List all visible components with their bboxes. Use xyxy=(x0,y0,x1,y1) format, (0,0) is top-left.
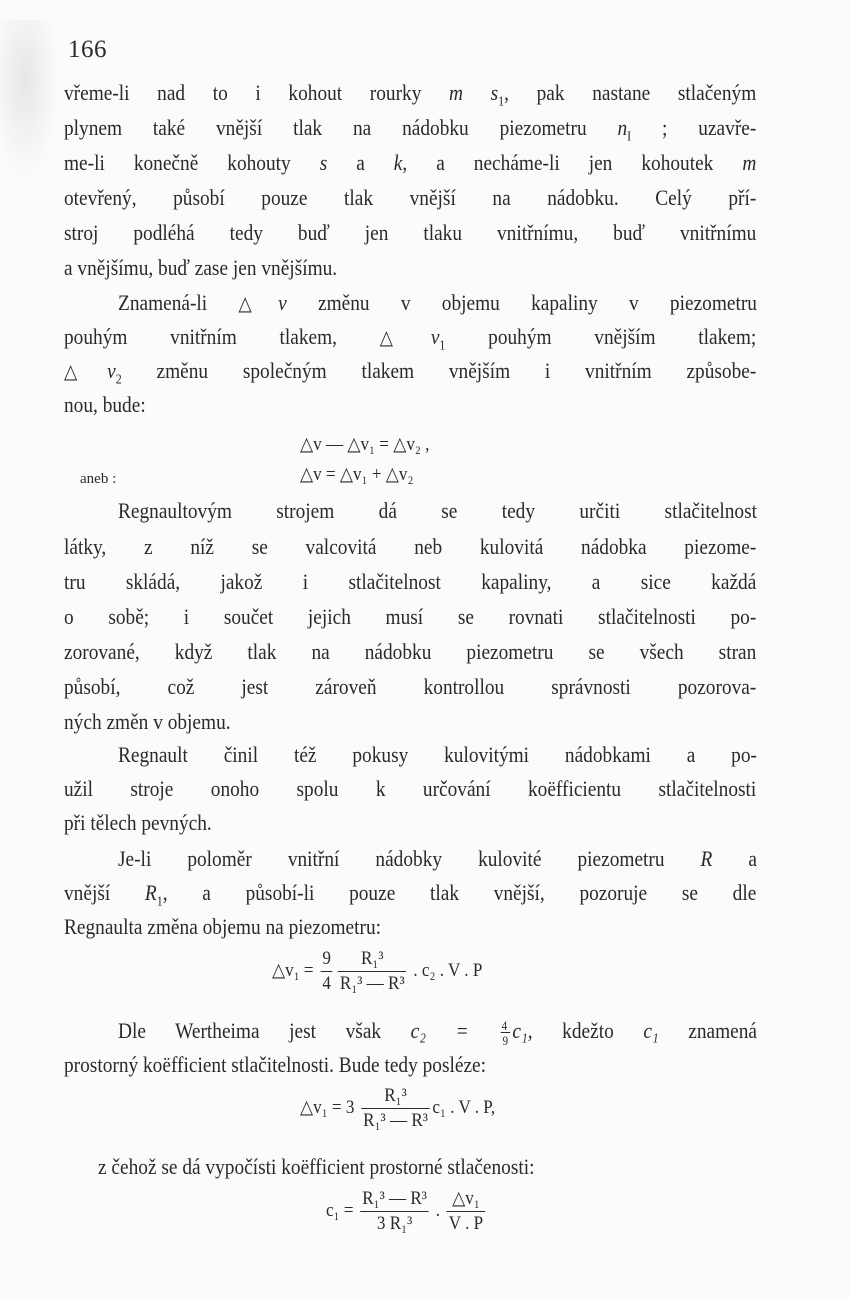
text-line: stroj podléhá tedy buď jen tlaku vnitřnímu, buď vnitřnímu xyxy=(64,220,757,245)
fraction: $\frac{\text{R₁³}}{\text{R₁³ — R³}}$ xyxy=(339,948,405,994)
text-line: zorované, když tlak na nádobku piezometru se všech stran xyxy=(64,639,757,664)
fraction: $\frac{\text{R₁³}}{\text{R₁³ — R³}}$ xyxy=(363,1085,428,1131)
text-line: při tělech pevných. xyxy=(64,810,212,835)
text-line: Regnault činil též pokusy kulovitými nádobkami a po- xyxy=(118,742,757,767)
equation: △v₁ = 3 $\frac{\text{R₁³}}{\text{R₁³ — R³}}$ c₁ . V . P, xyxy=(300,1085,496,1131)
fraction: $\frac{4}{9}$ xyxy=(501,1017,509,1048)
text-line: užil stroje onoho spolu k určování koëfficientu stlačitelnosti xyxy=(64,776,757,801)
fraction: $\frac{\text{R₁³ — R³}}{\text{3 R₁³}}$ xyxy=(362,1188,427,1234)
paper-stain xyxy=(0,20,60,180)
text-line: Regnaulta změna objemu na piezometru: xyxy=(64,914,382,939)
text-line: z čehož se dá vypočísti koëfficient prostorné stlačenosti: xyxy=(98,1154,535,1179)
text-line: me-li konečně kohouty s a k, a necháme-li jen kohoutek m xyxy=(64,150,757,175)
text-line: vřeme-li nad to i kohout rourky m $s_1$, pak nastane stlačeným xyxy=(64,80,757,110)
text-line: $\triangle v_2$ změnu společným tlakem vnějším i vnitřním způsobe- xyxy=(64,358,757,388)
fraction: $\frac{\text{△v₁}}{V . P}$ xyxy=(448,1188,484,1234)
text-line: Dle Wertheima jest však c₂ = $\frac{4}{9}$ c₁, kdežto c₁ znamená xyxy=(118,1017,758,1048)
equation: △v₁ = $\frac{9}{4}$ $\frac{\text{R₁³}}{\text{R₁³ — R³}}$ . c₂ . V . P xyxy=(272,948,483,994)
text-line: látky, z níž se valcovitá neb kulovitá nádobka piezome- xyxy=(64,534,757,559)
text-line: o sobě; i součet jejich musí se rovnati stlačitelnosti po- xyxy=(64,604,757,629)
text-line: otevřený, působí pouze tlak vnější na nádobku. Celý pří- xyxy=(64,185,757,210)
delta-icon: △ xyxy=(238,291,279,315)
equation: △v = △v₁ + △v₂ xyxy=(300,464,414,485)
text-line: prostorný koëfficient stlačitelnosti. Bude tedy posléze: xyxy=(64,1052,487,1077)
text-line: Je-li poloměr vnitřní nádobky kulovité piezometru R a xyxy=(118,846,757,871)
text-line: Znamená-li △v změnu v objemu kapaliny v piezometru xyxy=(118,290,757,315)
text-line: působí, což jest zároveň kontrollou správnosti pozorova- xyxy=(64,674,757,699)
text-line: a vnějšímu, buď zase jen vnějšímu. xyxy=(64,255,338,280)
delta-icon: △ xyxy=(379,325,431,349)
text-line: plynem také vnější tlak na nádobku piezometru $n_I$ ; uzavře- xyxy=(64,115,757,145)
text-line: ných změn v objemu. xyxy=(64,709,231,734)
text-line: nou, bude: xyxy=(64,392,146,417)
text-line: tru skládá, jakož i stlačitelnost kapaliny, a sice každá xyxy=(64,569,757,594)
equation: △v — △v₁ = △v₂ , xyxy=(300,434,430,455)
text-line: vnější $R_1$, a působí-li pouze tlak vnější, pozoruje se dle xyxy=(64,880,757,910)
text-line: pouhým vnitřním tlakem, $\triangle v_1$ pouhým vnějším tlakem; xyxy=(64,324,757,354)
delta-icon: △ xyxy=(64,359,108,383)
equation: c₁ = $\frac{\text{R₁³ — R³}}{\text{3 R₁³}}$ . $\frac{\text{△v₁}}{V . P}$ xyxy=(326,1188,484,1234)
text-line: Regnaultovým strojem dá se tedy určiti stlačitelnost xyxy=(118,498,757,523)
equation-label: aneb : xyxy=(80,471,117,487)
fraction: $\frac{9}{4}$ xyxy=(322,948,331,994)
page-number: 166 xyxy=(68,36,107,63)
